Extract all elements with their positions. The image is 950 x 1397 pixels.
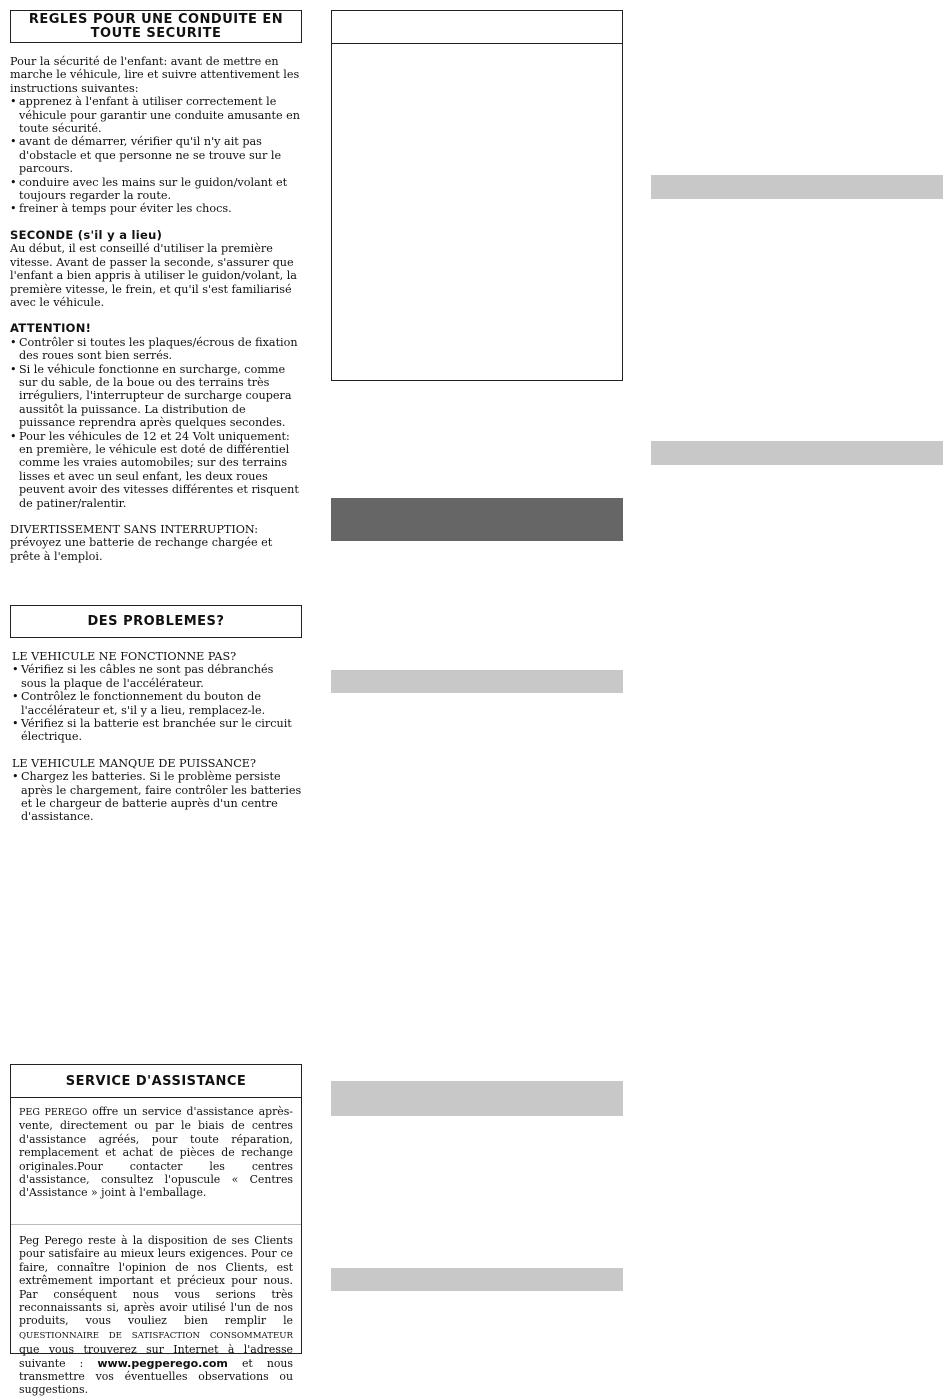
service-para1-text: offre un service d'assistance après-vente, directement ou par le biais de centres d'assistance agréés, pour toute réparation, remplacement et achat de pièces de rechange originales.Pour contacter les centres d'assistance, consultez l'opuscule « Centres d'Assistance » joint à l'emballage. <box>19 1105 293 1200</box>
service-questionnaire: QUESTIONNAIRE DE SATISFACTION CONSOMMATEUR <box>19 1330 293 1341</box>
service-brand: PEG PEREGO <box>19 1107 88 1118</box>
service-box <box>10 1064 302 1397</box>
service-para2-b: que vous trouverez sur Internet à l'adresse suivante : <box>19 1343 293 1370</box>
safety-bullet-list <box>10 95 302 216</box>
service-title-row <box>11 1065 301 1098</box>
safety-body <box>10 55 302 563</box>
list-item: • freiner à temps pour éviter les chocs. <box>10 202 302 215</box>
grey-section-bar-right-1 <box>651 175 943 199</box>
list-item: • Contrôlez le fonctionnement du bouton de l'accélérateur et, s'il y a lieu, remplacez-le. <box>12 690 302 717</box>
problem-2-bullet-list <box>12 770 302 824</box>
list-item: • Vérifiez si la batterie est branchée sur le circuit électrique. <box>12 717 302 744</box>
list-item: • apprenez à l'enfant à utiliser correctement le véhicule pour garantir une conduite amusante en toute sécurité. <box>10 95 302 135</box>
problems-body <box>12 650 302 824</box>
divertissement-text: DIVERTISSEMENT SANS INTERRUPTION: prévoyez une batterie de rechange chargée et prête à l'emploi. <box>10 523 273 563</box>
attention-bullet-list <box>10 336 302 510</box>
empty-frame-panel <box>331 10 623 381</box>
second-gear-text: Au début, il est conseillé d'utiliser la première vitesse. Avant de passer la seconde, s'assurer que l'enfant a bien appris à utiliser le guidon/volant, la première vitesse, le frein, et qu'il s'est familiarisé avec le véhicule. <box>10 242 297 309</box>
service-paragraph-1 <box>11 1098 301 1225</box>
list-item: • Chargez les batteries. Si le problème persiste après le chargement, faire contrôler les batteries et le chargeur de batterie auprès d'un centre d'assistance. <box>12 770 302 824</box>
list-item: • conduire avec les mains sur le guidon/volant et toujours regarder la route. <box>10 176 302 203</box>
empty-frame-header <box>332 11 622 44</box>
safety-title-line2: TOUTE SECURITE <box>90 25 222 41</box>
problems-title: DES PROBLEMES? <box>87 613 225 629</box>
service-title: SERVICE D'ASSISTANCE <box>65 1073 247 1089</box>
grey-section-bar-right-2 <box>651 441 943 465</box>
grey-section-bar-1 <box>331 670 623 693</box>
list-item: • avant de démarrer, vérifier qu'il n'y ait pas d'obstacle et que personne ne se trouve sur le parcours. <box>10 135 302 175</box>
list-item: • Contrôler si toutes les plaques/écrous de fixation des roues sont bien serrés. <box>10 336 302 363</box>
service-para2-c: et nous transmettre vos éventuelles observations ou suggestions. <box>19 1356 294 1397</box>
attention-heading: ATTENTION! <box>10 321 92 336</box>
service-paragraph-2 <box>11 1225 301 1397</box>
second-gear-heading: SECONDE (s'il y a lieu) <box>10 227 163 242</box>
problem-question-2: LE VEHICULE MANQUE DE PUISSANCE? <box>12 756 256 770</box>
grey-section-bar-2 <box>331 1081 623 1116</box>
grey-section-bar-3 <box>331 1268 623 1291</box>
service-para2-a: Peg Perego reste à la disposition de ses Clients pour satisfaire au mieux leurs exigences. Pour ce faire, connaître l'opinion de nos Clients, est extrêmement important et précieux pour nous. Par conséquent nous vous serions très reconnaissants si, après avoir utilisé l'un de nos produits, vous vouliez bien remplir le <box>19 1234 293 1328</box>
list-item: • Si le véhicule fonctionne en surcharge, comme sur du sable, de la boue ou des terrains très irréguliers, l'interrupteur de surcharge coupera aussitôt la puissance. La distribution de puissance reprendra après quelques secondes. <box>10 363 302 430</box>
problem-question-1: LE VEHICULE NE FONCTIONNE PAS? <box>12 650 237 663</box>
safety-title-box <box>10 10 302 43</box>
problems-title-box <box>10 605 302 638</box>
problem-1-bullet-list <box>12 663 302 743</box>
service-url-link[interactable]: www.pegperego.com <box>97 1356 228 1370</box>
list-item: • Vérifiez si les câbles ne sont pas débranchés sous la plaque de l'accélérateur. <box>12 663 302 690</box>
list-item: • Pour les véhicules de 12 et 24 Volt uniquement: en première, le véhicule est doté de différentiel comme les vraies automobiles; sur des terrains lisses et avec un seul enfant, les deux roues peuvent avoir des vitesses différentes et risquent de patiner/ralentir. <box>10 430 302 510</box>
dark-header-bar <box>331 498 623 541</box>
safety-intro: Pour la sécurité de l'enfant: avant de mettre en marche le véhicule, lire et suivre attentivement les instructions suivantes: <box>10 55 300 95</box>
safety-title-line1: REGLES POUR UNE CONDUITE EN <box>28 11 284 27</box>
